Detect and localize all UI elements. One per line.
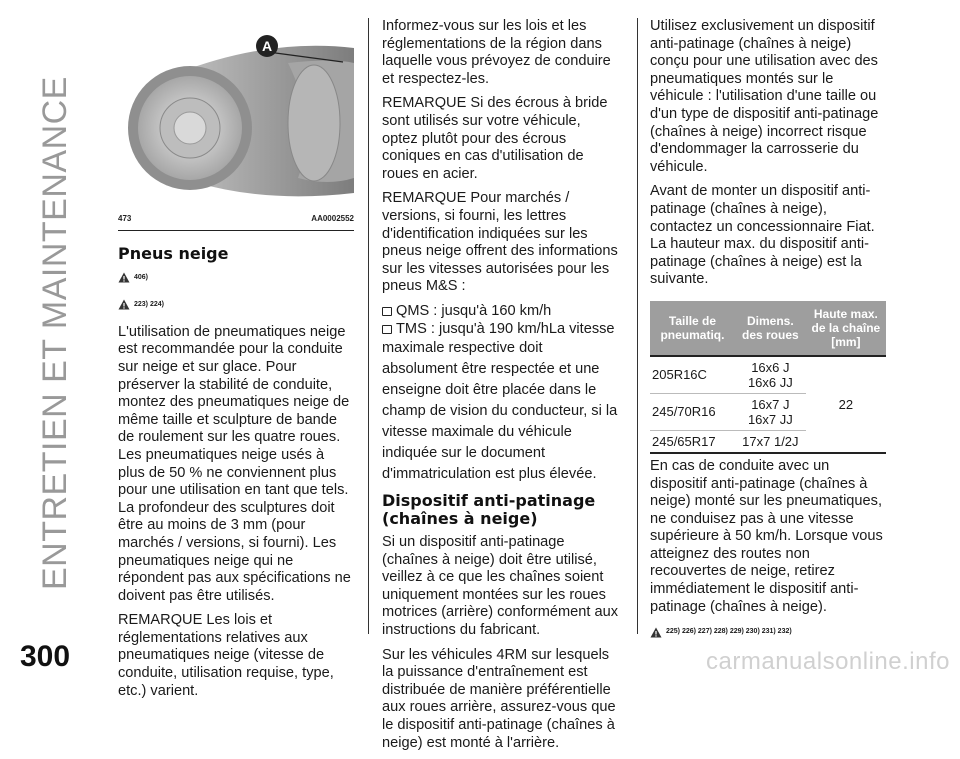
chain-height-table: [650, 301, 886, 454]
warning-triangle-icon: [650, 627, 662, 638]
paragraph: REMARQUE Pour marchés / versions, si fourni, les lettres d'identification indiquées sur les pneus neige offrent des informations sur les vitesses autorisées pour les pneus M&S :: [382, 190, 618, 295]
paragraph: Avant de monter un dispositif anti-patinage (chaînes à neige), contactez un concessionnaire Fiat. La hauteur max. du dispositif anti-patinage (chaînes à neige) est la suivante.: [650, 183, 875, 288]
column-3: [650, 18, 886, 651]
page-number: 300: [20, 640, 71, 673]
paragraph: Utilisez exclusivement un dispositif anti-patinage (chaînes à neige) conçu pour une utilisation avec des pneumatiques montés sur le véhicule : l'utilisation d'une taille ou d'un type de dispositif anti-patinage (chaînes à neige) incorrect risque d'endommager la carrosserie du véhicule.: [650, 18, 879, 175]
table-row: 245/65R17 17x7 1/2J: [650, 430, 886, 453]
table-header: Haute max. de la chaîne [mm]: [806, 301, 886, 356]
tire-figure: [118, 18, 354, 208]
tire-illustration: [118, 18, 354, 208]
warning-ref-2: 223) 224): [118, 296, 354, 314]
figure-code: AA0002552: [311, 214, 354, 223]
paragraph: REMARQUE Les lois et réglementations relatives aux pneumatiques neige (vitesse de conduite, utilisation requise, type, etc.) varient.: [118, 612, 334, 699]
watermark: carmanualsonline.info: [706, 648, 950, 675]
figure-number: 473: [118, 214, 132, 223]
warning-triangle-icon: [118, 299, 130, 310]
paragraph: L'utilisation de pneumatiques neige est recommandée pour la conduite sur neige et sur glace. Pour préserver la stabilité de conduite, montez des pneumatiques neige de même taille et sculpture de bande de roulement sur les quatre roues. Les pneumatiques neige usés à plus de 50 % ne conviennent plus pour une utilisation en tant que tels. La profondeur des sculptures doit être au moins de 3 mm (pour marchés / versions, si fourni). Les pneumatiques neige qui ne répondent pas aux spécifications ne doivent pas être utilisés.: [118, 323, 351, 604]
paragraph: Si un dispositif anti-patinage (chaînes à neige) doit être utilisé, veillez à ce que les chaînes soient uniquement montées sur les roues motrices (arrière) conformément aux instructions du fabricant.: [382, 534, 619, 639]
table-row: 205R16C 16x6 J 16x6 JJ 22: [650, 356, 886, 394]
paragraph: maximale respective doit absolument être respectée et une enseigne doit être placée dans le champ de vision du conducteur, si la vitesse maximale du véhicule indiquée sur le document d'immatriculation est plus élevée.: [382, 340, 618, 483]
warning-ref-1: 406): [118, 269, 354, 287]
bullet-box-icon: [382, 325, 392, 334]
bullet-box-icon: [382, 307, 392, 316]
table-header: Taille de pneumatiq.: [650, 301, 735, 356]
heading-anti-skid: Dispositif anti-patinage (chaînes à neige): [382, 491, 596, 529]
bullet-item: QMS : jusqu'à 160 km/h: [382, 303, 618, 321]
column-2: [382, 18, 618, 759]
table-header: Dimens. des roues: [735, 301, 806, 356]
paragraph: Informez-vous sur les lois et les réglementations de la région dans laquelle vous prévoyez de conduire et respectez-les.: [382, 18, 611, 87]
warning-triangle-icon: [118, 272, 130, 283]
chapter-side-title: [8, 30, 74, 590]
chapter-title-text: ENTRETIEN ET MAINTENANCE: [36, 76, 74, 590]
max-chain-height: 22: [806, 356, 886, 453]
column-divider: [637, 18, 638, 634]
table-row: 245/70R16 16x7 J 16x7 JJ: [650, 393, 886, 430]
warning-ref-3: 225) 226) 227) 228) 229) 230) 231) 232): [650, 623, 886, 641]
bullet-item: TMS : jusqu'à 190 km/hLa vitesse: [382, 321, 618, 339]
column-divider: [368, 18, 369, 634]
paragraph: En cas de conduite avec un dispositif anti-patinage (chaînes à neige) monté sur les pneumatiques, ne conduisez pas à une vitesse supérieure à 50 km/h. Lorsque vous atteignez des routes non recouvertes de neige, retirez immédiatement le dispositif anti-patinage (chaînes à neige).: [650, 457, 883, 615]
svg-text:A: A: [261, 38, 273, 54]
heading-snow-tires: Pneus neige: [118, 243, 229, 263]
paragraph: REMARQUE Si des écrous à bride sont utilisés sur votre véhicule, optez plutôt pour des écrous coniques en cas d'utilisation de roues en acier.: [382, 95, 608, 182]
figure-caption: [118, 210, 354, 231]
column-1: [118, 18, 354, 707]
paragraph: Sur les véhicules 4RM sur lesquels la puissance d'entraînement est distribuée de manière préférentielle aux roues arrière, assurez-vous que le dispositif anti-patinage (chaînes à neige) est monté à l'arrière.: [382, 646, 616, 751]
